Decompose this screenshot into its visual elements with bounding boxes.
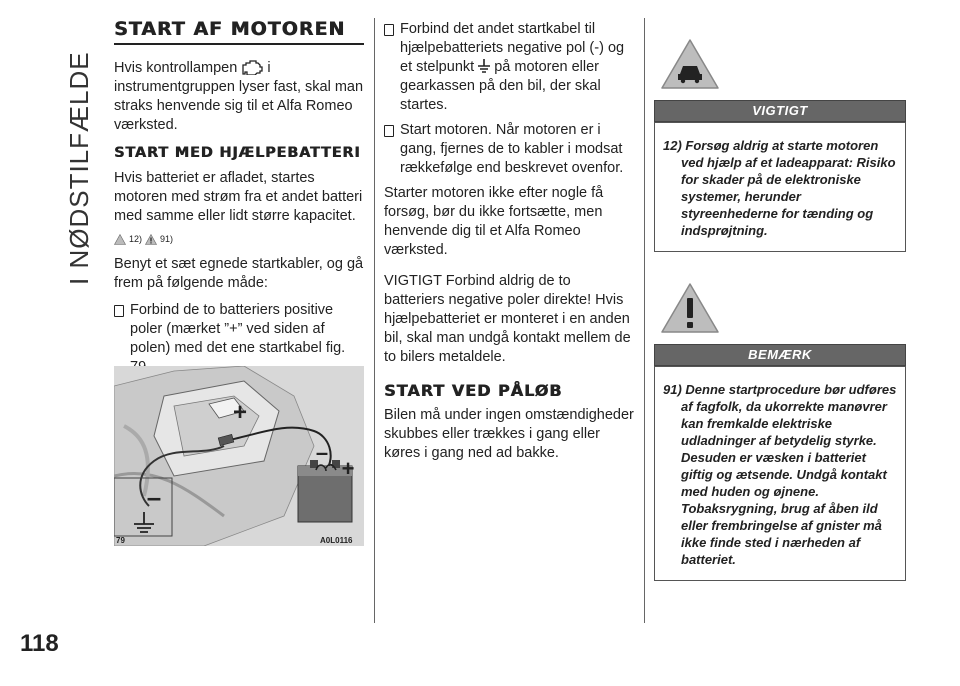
exclamation-triangle-icon	[660, 282, 720, 334]
column-3	[654, 20, 906, 581]
figure-code: A0L0116	[320, 536, 353, 545]
caution-triangle-icon	[145, 234, 157, 245]
minus-sign-ground: –	[146, 482, 162, 512]
plus-sign-engine: +	[232, 399, 248, 426]
jump-start-illustration	[114, 366, 364, 546]
warning-text	[663, 137, 897, 239]
caution-text	[663, 381, 897, 568]
list-item	[384, 20, 634, 115]
warning-box	[654, 122, 906, 252]
car-warning-triangle-icon	[660, 38, 720, 90]
subheading: START MED HJÆLPEBATTERI	[114, 145, 361, 161]
intro-text: Hvis kontrollampen	[114, 60, 238, 76]
figure-number: 79	[116, 536, 125, 545]
column-divider	[644, 18, 645, 623]
list-item-text-continued: på motoren eller gearkassen på den bil, der skal startes.	[400, 59, 601, 113]
caution-icon-block	[660, 282, 720, 338]
reference-marks	[114, 230, 364, 249]
warning-body: Forsøg aldrig at starte motoren ved hjælp af et ladeapparat: Risiko for skader på de elektroniske systemer, herunder styreenhederne for tænding og indsprøjtning.	[681, 138, 896, 238]
figure-jump-start	[114, 366, 364, 546]
column-2	[384, 20, 634, 471]
checkbox-bullet-icon	[384, 24, 394, 36]
intro-paragraph	[114, 59, 364, 135]
checkbox-bullet-icon	[114, 305, 124, 317]
list-item-text: Start motoren. Når motoren er i gang, fjernes de to kabler i modsat rækkefølge end beskrevet ovenfor.	[400, 122, 624, 176]
column-1	[114, 20, 364, 383]
list-item-text: Forbind de to batteriers positive poler (mærket ”+” ved siden af polen) med det ene startkabel fig.	[130, 302, 346, 356]
section-heading: START VED PÅLØB	[384, 381, 563, 400]
caution-header: BEMÆRK	[654, 344, 906, 366]
paragraph: Bilen må under ingen omstændigheder skubbes eller trækkes i gang eller køres i gang ned ad bakke.	[384, 407, 634, 461]
chapter-title-text: I NØDSTILFÆLDE	[64, 51, 94, 285]
plus-sign-battery: +	[341, 456, 355, 481]
caution-number: 91)	[663, 382, 682, 397]
warning-number: 12)	[663, 138, 682, 153]
section-heading: START AF MOTOREN	[114, 20, 364, 45]
ground-icon	[478, 59, 490, 73]
page-number: 118	[20, 630, 59, 657]
engine-warning-icon	[241, 59, 263, 75]
caution-body: Denne startprocedure bør udføres af fagfolk, da ukorrekte manøvrer kan fremkalde elektriske udladninger af betydelig styrke. Desuden er væsken i batteriet giftig og ætsende. Undgå kontakt med huden og øjnene. Tobaksrygning, brug af åben ild eller frembringelse af gnister må ikke finde sted i nærheden af batteriet.	[681, 382, 897, 567]
column-divider	[374, 18, 375, 623]
checkbox-bullet-icon	[384, 125, 394, 137]
warning-header: VIGTIGT	[654, 100, 906, 122]
caution-box	[654, 366, 906, 581]
list-item-text: Forbind det andet startkabel til hjælpebatteriets negative pol (-) og et stelpunkt	[400, 21, 625, 75]
paragraph: Hvis batteriet er afladet, startes motoren med strøm fra et andet batteri med samme eller lidt større kapacitet.	[114, 170, 363, 224]
paragraph: Benyt et sæt egnede startkabler, og gå frem på følgende måde:	[114, 256, 364, 291]
paragraph: Starter motoren ikke efter nogle få forsøg, bør du ikke fortsætte, men henvende dig til et Alfa Romeo værksted.	[384, 185, 604, 258]
warning-icon-block	[660, 38, 720, 94]
warning-triangle-icon	[114, 234, 126, 245]
chapter-title	[14, 20, 94, 320]
reference-91: 91)	[160, 234, 174, 244]
minus-sign-battery: –	[315, 440, 329, 465]
paragraph: VIGTIGT Forbind aldrig de to batteriers negative poler direkte! Hvis hjælpebatteriet er monteret i en anden bil, skal man undgå kontakt mellem de to bilers metaldele.	[384, 273, 631, 365]
intro-text-continued: i instrumentgruppen lyser fast, skal man straks henvende sig til et Alfa Romeo værksted.	[114, 60, 364, 133]
reference-12: 12)	[129, 234, 143, 244]
list-item	[384, 121, 634, 178]
